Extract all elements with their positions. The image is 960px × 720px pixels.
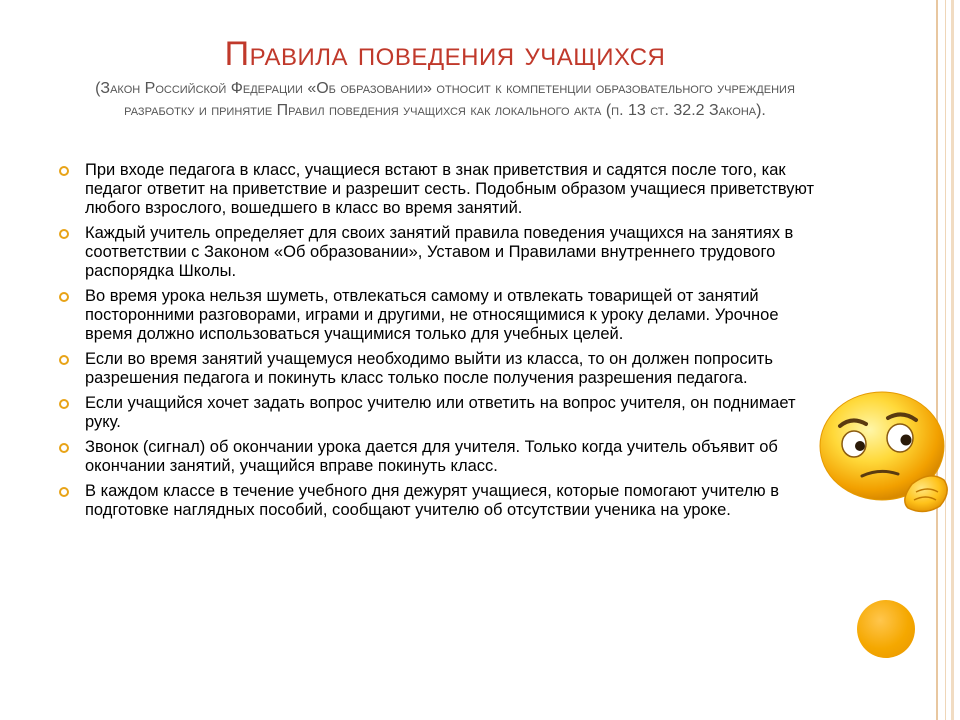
rule-text: Каждый учитель определяет для своих занятий правила поведения учащихся на занятиях в соответствии с Законом «Об образовании», Уставом и Правилами внутреннего трудового распорядка Школы. [85, 224, 794, 280]
thinking-smiley-icon [812, 388, 952, 518]
rule-text: Если во время занятий учащемуся необходимо выйти из класса, то он должен попросить разрешения педагога и покинуть класс только после получения разрешения педагога. [85, 350, 773, 387]
rule-text: Во время урока нельзя шуметь, отвлекаться самому и отвлекать товарищей от занятий посторонними разговорами, играми и другими, не относящимися к уроку делами. Урочное время должно использоваться учащимися только для учебных целей. [85, 287, 779, 343]
border-decoration [920, 0, 960, 720]
rule-item [55, 224, 825, 281]
rule-item [55, 161, 825, 218]
slide-subtitle: (Закон Российской Федерации «Об образовании» относит к компетенции образовательного учреждения разработку и принятие Правил поведения учащихся как локального акта (п. 13 ст. 32.2 Закона). [95, 80, 795, 120]
bullet-icon [59, 399, 69, 409]
rules-list [55, 161, 825, 526]
bullet-icon [59, 443, 69, 453]
orange-circle-decoration [857, 600, 915, 658]
bullet-icon [59, 229, 69, 239]
rule-text: При входе педагога в класс, учащиеся встают в знак приветствия и садятся после того, как педагог ответит на приветствие и разрешит сесть. Подобным образом учащиеся приветствуют любого взрослого, вошедшего в класс во время занятий. [85, 161, 815, 217]
rule-text: Звонок (сигнал) об окончании урока дается для учителя. Только когда учитель объявит об окончании занятий, учащийся вправе покинуть класс. [85, 438, 778, 475]
bullet-icon [59, 166, 69, 176]
rule-item [55, 438, 825, 476]
bullet-icon [59, 487, 69, 497]
bullet-icon [59, 292, 69, 302]
rule-text: В каждом классе в течение учебного дня дежурят учащиеся, которые помогают учителю в подготовке наглядных пособий, сообщают учителю об отсутствии ученика на уроке. [85, 482, 779, 519]
rule-text: Если учащийся хочет задать вопрос учителю или ответить на вопрос учителя, он поднимает руку. [85, 394, 796, 431]
bullet-icon [59, 355, 69, 365]
rule-item [55, 482, 825, 520]
rule-item [55, 287, 825, 344]
rule-item [55, 394, 825, 432]
rule-item [55, 350, 825, 388]
slide-title: Правила поведения учащихся [224, 35, 666, 73]
